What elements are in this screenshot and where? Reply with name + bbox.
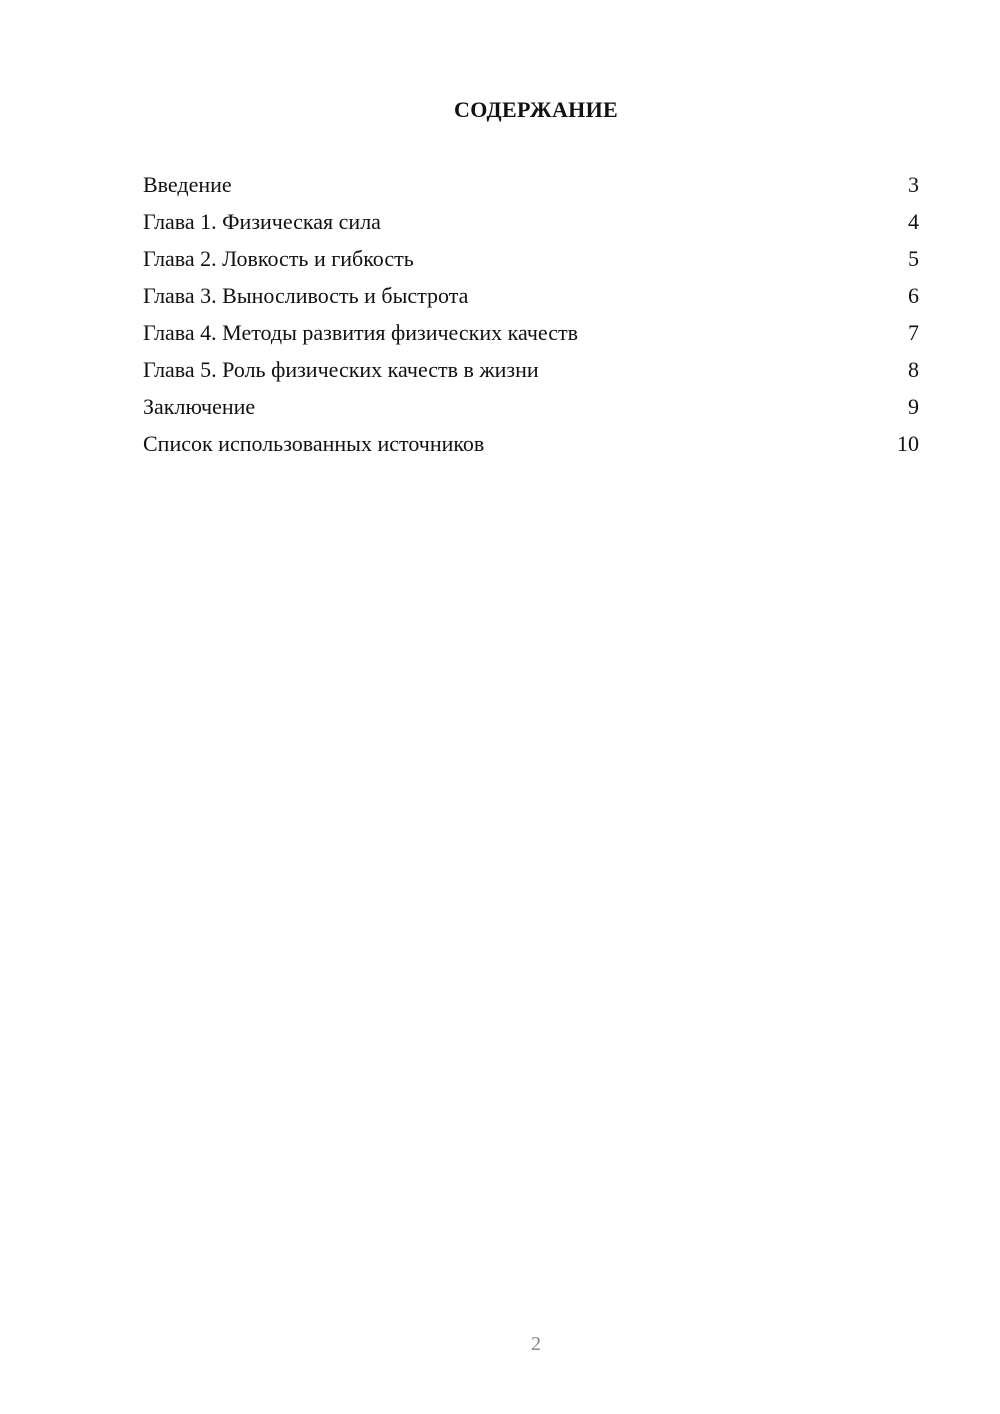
toc-row-introduction bbox=[143, 170, 919, 207]
toc-entry-page: 9 bbox=[908, 394, 919, 419]
toc-title: СОДЕРЖАНИЕ bbox=[454, 97, 618, 122]
toc-entry-label: Глава 3. Выносливость и быстрота bbox=[143, 283, 469, 308]
toc-entry-page: 8 bbox=[908, 357, 919, 382]
toc-entry-label: Глава 5. Роль физических качеств в жизни bbox=[143, 357, 539, 382]
toc-entry-page: 3 bbox=[908, 172, 919, 197]
toc-row-chapter-1 bbox=[143, 207, 919, 244]
toc-row-chapter-5 bbox=[143, 355, 919, 392]
toc-entry-label: Глава 2. Ловкость и гибкость bbox=[143, 246, 414, 271]
page-number: 2 bbox=[531, 1333, 541, 1355]
toc-list bbox=[143, 170, 919, 466]
toc-entry-page: 5 bbox=[908, 246, 919, 271]
toc-row-chapter-3 bbox=[143, 281, 919, 318]
toc-entry-label: Список использованных источников bbox=[143, 431, 485, 456]
toc-entry-label: Глава 4. Методы развития физических качеств bbox=[143, 320, 578, 345]
toc-entry-page: 10 bbox=[897, 431, 919, 456]
toc-entry-page: 6 bbox=[908, 283, 919, 308]
toc-row-chapter-2 bbox=[143, 244, 919, 281]
toc-entry-label: Глава 1. Физическая сила bbox=[143, 209, 381, 234]
toc-entry-page: 4 bbox=[908, 209, 919, 234]
toc-entry-page: 7 bbox=[908, 320, 919, 345]
toc-row-chapter-4 bbox=[143, 318, 919, 355]
toc-entry-label: Заключение bbox=[143, 394, 256, 419]
toc-row-conclusion bbox=[143, 392, 919, 429]
toc-entry-label: Введение bbox=[143, 172, 232, 197]
toc-row-references bbox=[143, 429, 919, 466]
